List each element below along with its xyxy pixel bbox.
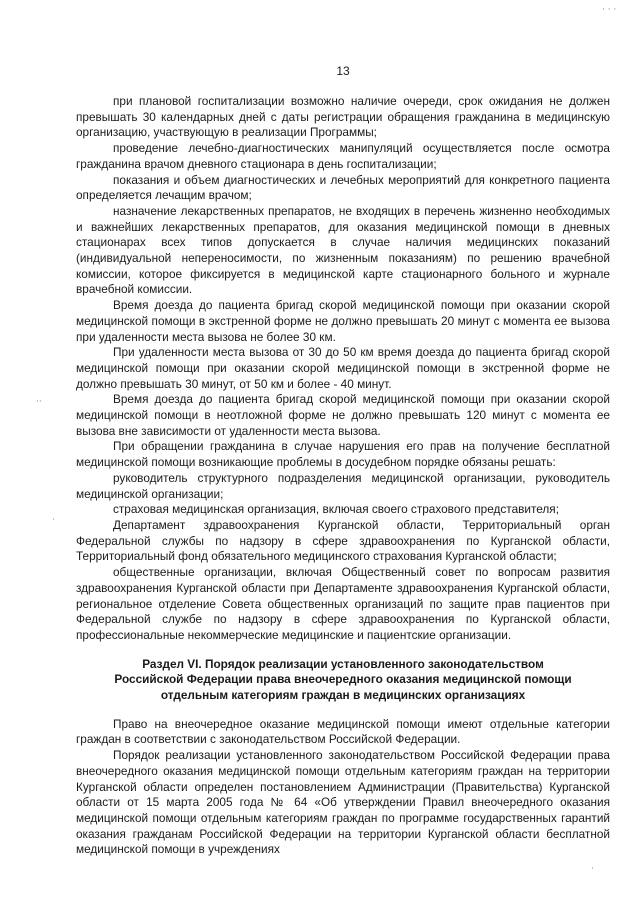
- paragraph: проведение лечебно-диагностических манипуляций осуществляется после осмотра гражданина врачом дневного стационара в день госпитализации;: [76, 141, 610, 171]
- section-heading: [76, 657, 610, 704]
- paragraph: руководитель структурного подразделения медицинской организации, руководитель медицинской организации;: [76, 470, 610, 501]
- section-heading-line: Российской Федерации права внеочередного оказания медицинской помощи: [114, 672, 572, 687]
- body-text-bottom: [76, 717, 610, 858]
- paragraph: Время доезда до пациента бригад скорой медицинской помощи при оказании скорой медицинской помощи в неотложной форме не должно превышать 120 минут с момента ее вызова вне зависимости от удаленности места вызова.: [76, 392, 610, 438]
- page-number: 13: [336, 64, 350, 78]
- paragraph: Право на внеочередное оказание медицинской помощи имеют отдельные категории граждан в соответствии с законодательством Российской Федерации.: [76, 716, 610, 747]
- paragraph: при плановой госпитализации возможно наличие очереди, срок ожидания не должен превышать 30 календарных дней с даты регистрации обращения гражданина в медицинскую организацию, участвующую в реализации Программы;: [76, 94, 610, 140]
- paragraph: При удаленности места вызова от 30 до 50 км время доезда до пациента бригад скорой медицинской помощи при оказании скорой медицинской помощи в экстренной форме не должно превышать 30 минут, от 50 км и более - 40 минут.: [76, 345, 610, 391]
- scan-mark: ·: [591, 864, 594, 874]
- paragraph: Департамент здравоохранения Курганской области, Территориальный орган Федеральной службы по надзору в сфере здравоохранения по Курганской области, Территориальный фонд обязательного медицинского страхования Курганской области;: [76, 517, 610, 564]
- scan-mark: ·: [52, 515, 55, 525]
- scan-mark: · · ·: [602, 5, 617, 15]
- paragraph: При обращении гражданина в случае нарушения его прав на получение бесплатной медицинской помощи возникающие проблемы в досудебном порядке обязаны решать:: [76, 439, 610, 470]
- paragraph: общественные организации, включая Общественный совет по вопросам развития здравоохранения Курганской области при Департаменте здравоохранения Курганской области, региональное отделение Совета общественных организаций по защите прав пациентов при Федеральной службе по надзору в сфере здравоохранения по Курганской области, профессиональные некоммерческие медицинские и пациентские организации.: [76, 565, 610, 642]
- scan-mark: ··: [36, 397, 42, 407]
- paragraph: показания и объем диагностических и лечебных мероприятий для конкретного пациента определяется лечащим врачом;: [76, 172, 610, 203]
- paragraph: Время доезда до пациента бригад скорой медицинской помощи при оказании скорой медицинской помощи в экстренной форме не должно превышать 20 минут с момента ее вызова при удаленности места вызова не более 30 км.: [76, 298, 610, 344]
- body-text-top: [76, 94, 610, 644]
- section-heading-line: отдельным категориям граждан в медицинских организациях: [160, 688, 526, 703]
- section-heading-line: Раздел VI. Порядок реализации установленного законодательством: [142, 656, 544, 671]
- paragraph: Порядок реализации установленного законодательством Российской Федерации права внеочередного оказания медицинской помощи отдельным категориям граждан на территории Курганской области определен постановлением Администрации (Правительства) Курганской области от 15 марта 2005 года № 64 «Об утверждении Правил внеочередного оказания медицинской помощи отдельным категориям граждан по программе государственных гарантий оказания гражданам Российской Федерации на территории Курганской области бесплатной медицинской помощи в учреждениях: [76, 748, 610, 857]
- paragraph: назначение лекарственных препаратов, не входящих в перечень жизненно необходимых и важнейших лекарственных препаратов, для оказания медицинской помощи в дневных стационарах всех типов допускается в случае наличия медицинских показаний (индивидуальной непереносимости, по жизненным показаниям) по решению врачебной комиссии, которое фиксируется в медицинской карте стационарного больного и журнале врачебной комиссии.: [76, 203, 610, 297]
- paragraph: страховая медицинская организация, включая своего страхового представителя;: [113, 502, 559, 517]
